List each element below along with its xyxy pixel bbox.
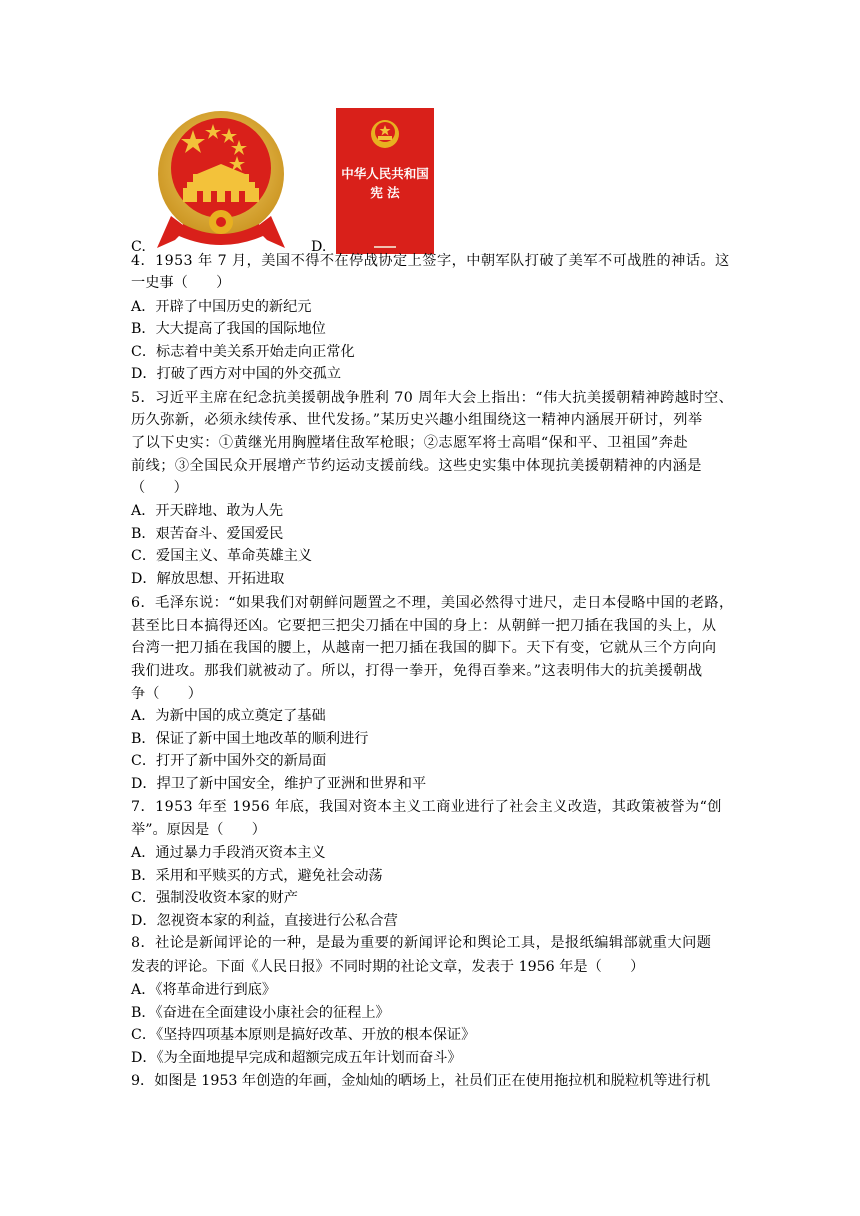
text-line: 争（ ）	[131, 686, 202, 702]
constitution-book-icon	[336, 108, 434, 254]
book-title-line1: 中华人民共和国	[341, 166, 429, 181]
text-line: C．《坚持四项基本原则是搞好改革、开放的根本保证》	[131, 1027, 476, 1043]
text-line: C．爱国主义、革命英雄主义	[131, 548, 313, 564]
text-line: B．《奋进在全面建设小康社会的征程上》	[131, 1005, 390, 1021]
text-line: D．打破了西方对中国的外交孤立	[131, 366, 342, 382]
text-line: 9．如图是 1953 年创造的年画，金灿灿的晒场上，社员们正在使用拖拉机和脱粒机等进行机	[131, 1073, 711, 1089]
text-line: 5．习近平主席在纪念抗美援朝战争胜利 70 周年大会上指出：“伟大抗美援朝精神跨越时空、	[131, 390, 734, 406]
text-line: 7．1953 年至 1956 年底，我国对资本主义工商业进行了社会主义改造，其政策被誉为“创	[131, 799, 722, 815]
text-line: A．开辟了中国历史的新纪元	[131, 299, 312, 315]
text-line: B．大大提高了我国的国际地位	[131, 321, 326, 337]
text-line: A．为新中国的成立奠定了基础	[131, 708, 326, 724]
text-line: D．忽视资本家的利益，直接进行公私合营	[131, 913, 398, 929]
text-line: C．标志着中美关系开始走向正常化	[131, 344, 355, 360]
option-c-label: C.	[131, 239, 146, 255]
image-options-row	[131, 104, 731, 264]
option-d-label: D.	[311, 239, 327, 255]
text-line: 6．毛泽东说：“如果我们对朝鲜问题置之不理，美国必然得寸进尺，走日本侵略中国的老路，	[131, 595, 734, 611]
text-line: 前线；③全国民众开展增产节约运动支援前线。这些史实集中体现抗美援朝精神的内涵是	[131, 458, 702, 474]
text-line: D．捍卫了新中国安全，维护了亚洲和世界和平	[131, 776, 427, 792]
text-line: 8．社论是新闻评论的一种，是最为重要的新闻评论和舆论工具，是报纸编辑部就重大问题	[131, 935, 712, 951]
text-line: 发表的评论。下面《人民日报》不同时期的社论文章，发表于 1956 年是（ ）	[131, 959, 645, 975]
text-line: 我们进攻。那我们就被动了。所以，打得一拳开，免得百拳来。”这表明伟大的抗美援朝战	[131, 663, 703, 679]
text-line: D．《为全面地提早完成和超额完成五年计划而奋斗》	[131, 1050, 462, 1066]
text-line: C．强制没收资本家的财产	[131, 890, 298, 906]
text-line: A．通过暴力手段消灭资本主义	[131, 845, 326, 861]
text-line: 4．1953 年 7 月，美国不得不在停战协定上签字，中朝军队打破了美军不可战胜的神话。这	[131, 253, 730, 269]
text-line: 甚至比日本搞得还凶。它要把三把尖刀插在中国的身上：从朝鲜一把刀插在我国的头上，从	[131, 618, 717, 634]
text-line: A．开天辟地、敢为人先	[131, 503, 284, 519]
national-emblem-icon	[153, 108, 289, 254]
book-title-line2: 宪 法	[370, 185, 400, 200]
text-line: C．打开了新中国外交的新局面	[131, 753, 327, 769]
text-line: （ ）	[131, 480, 188, 496]
text-line: 台湾一把刀插在我国的腰上，从越南一把刀插在我国的脚下。天下有变，它就从三个方向向	[131, 640, 717, 656]
text-line: B．采用和平赎买的方式，避免社会动荡	[131, 868, 383, 884]
text-line: 举”。原因是（ ）	[131, 822, 266, 838]
text-line: A．《将革命进行到底》	[131, 982, 277, 998]
text-line: 一史事（ ）	[131, 275, 231, 291]
text-line: B．艰苦奋斗、爱国爱民	[131, 526, 284, 542]
text-line: 历久弥新，必须永续传承、世代发扬。”某历史兴趣小组围绕这一精神内涵展开研讨，列举	[131, 412, 703, 428]
text-line: D．解放思想、开拓进取	[131, 571, 285, 587]
text-line: B．保证了新中国土地改革的顺利进行	[131, 731, 369, 747]
text-line: 了以下史实：①黄继光用胸膛堵住敌军枪眼；②志愿军将士高唱“保和平、卫祖国”奔赴	[131, 435, 688, 451]
